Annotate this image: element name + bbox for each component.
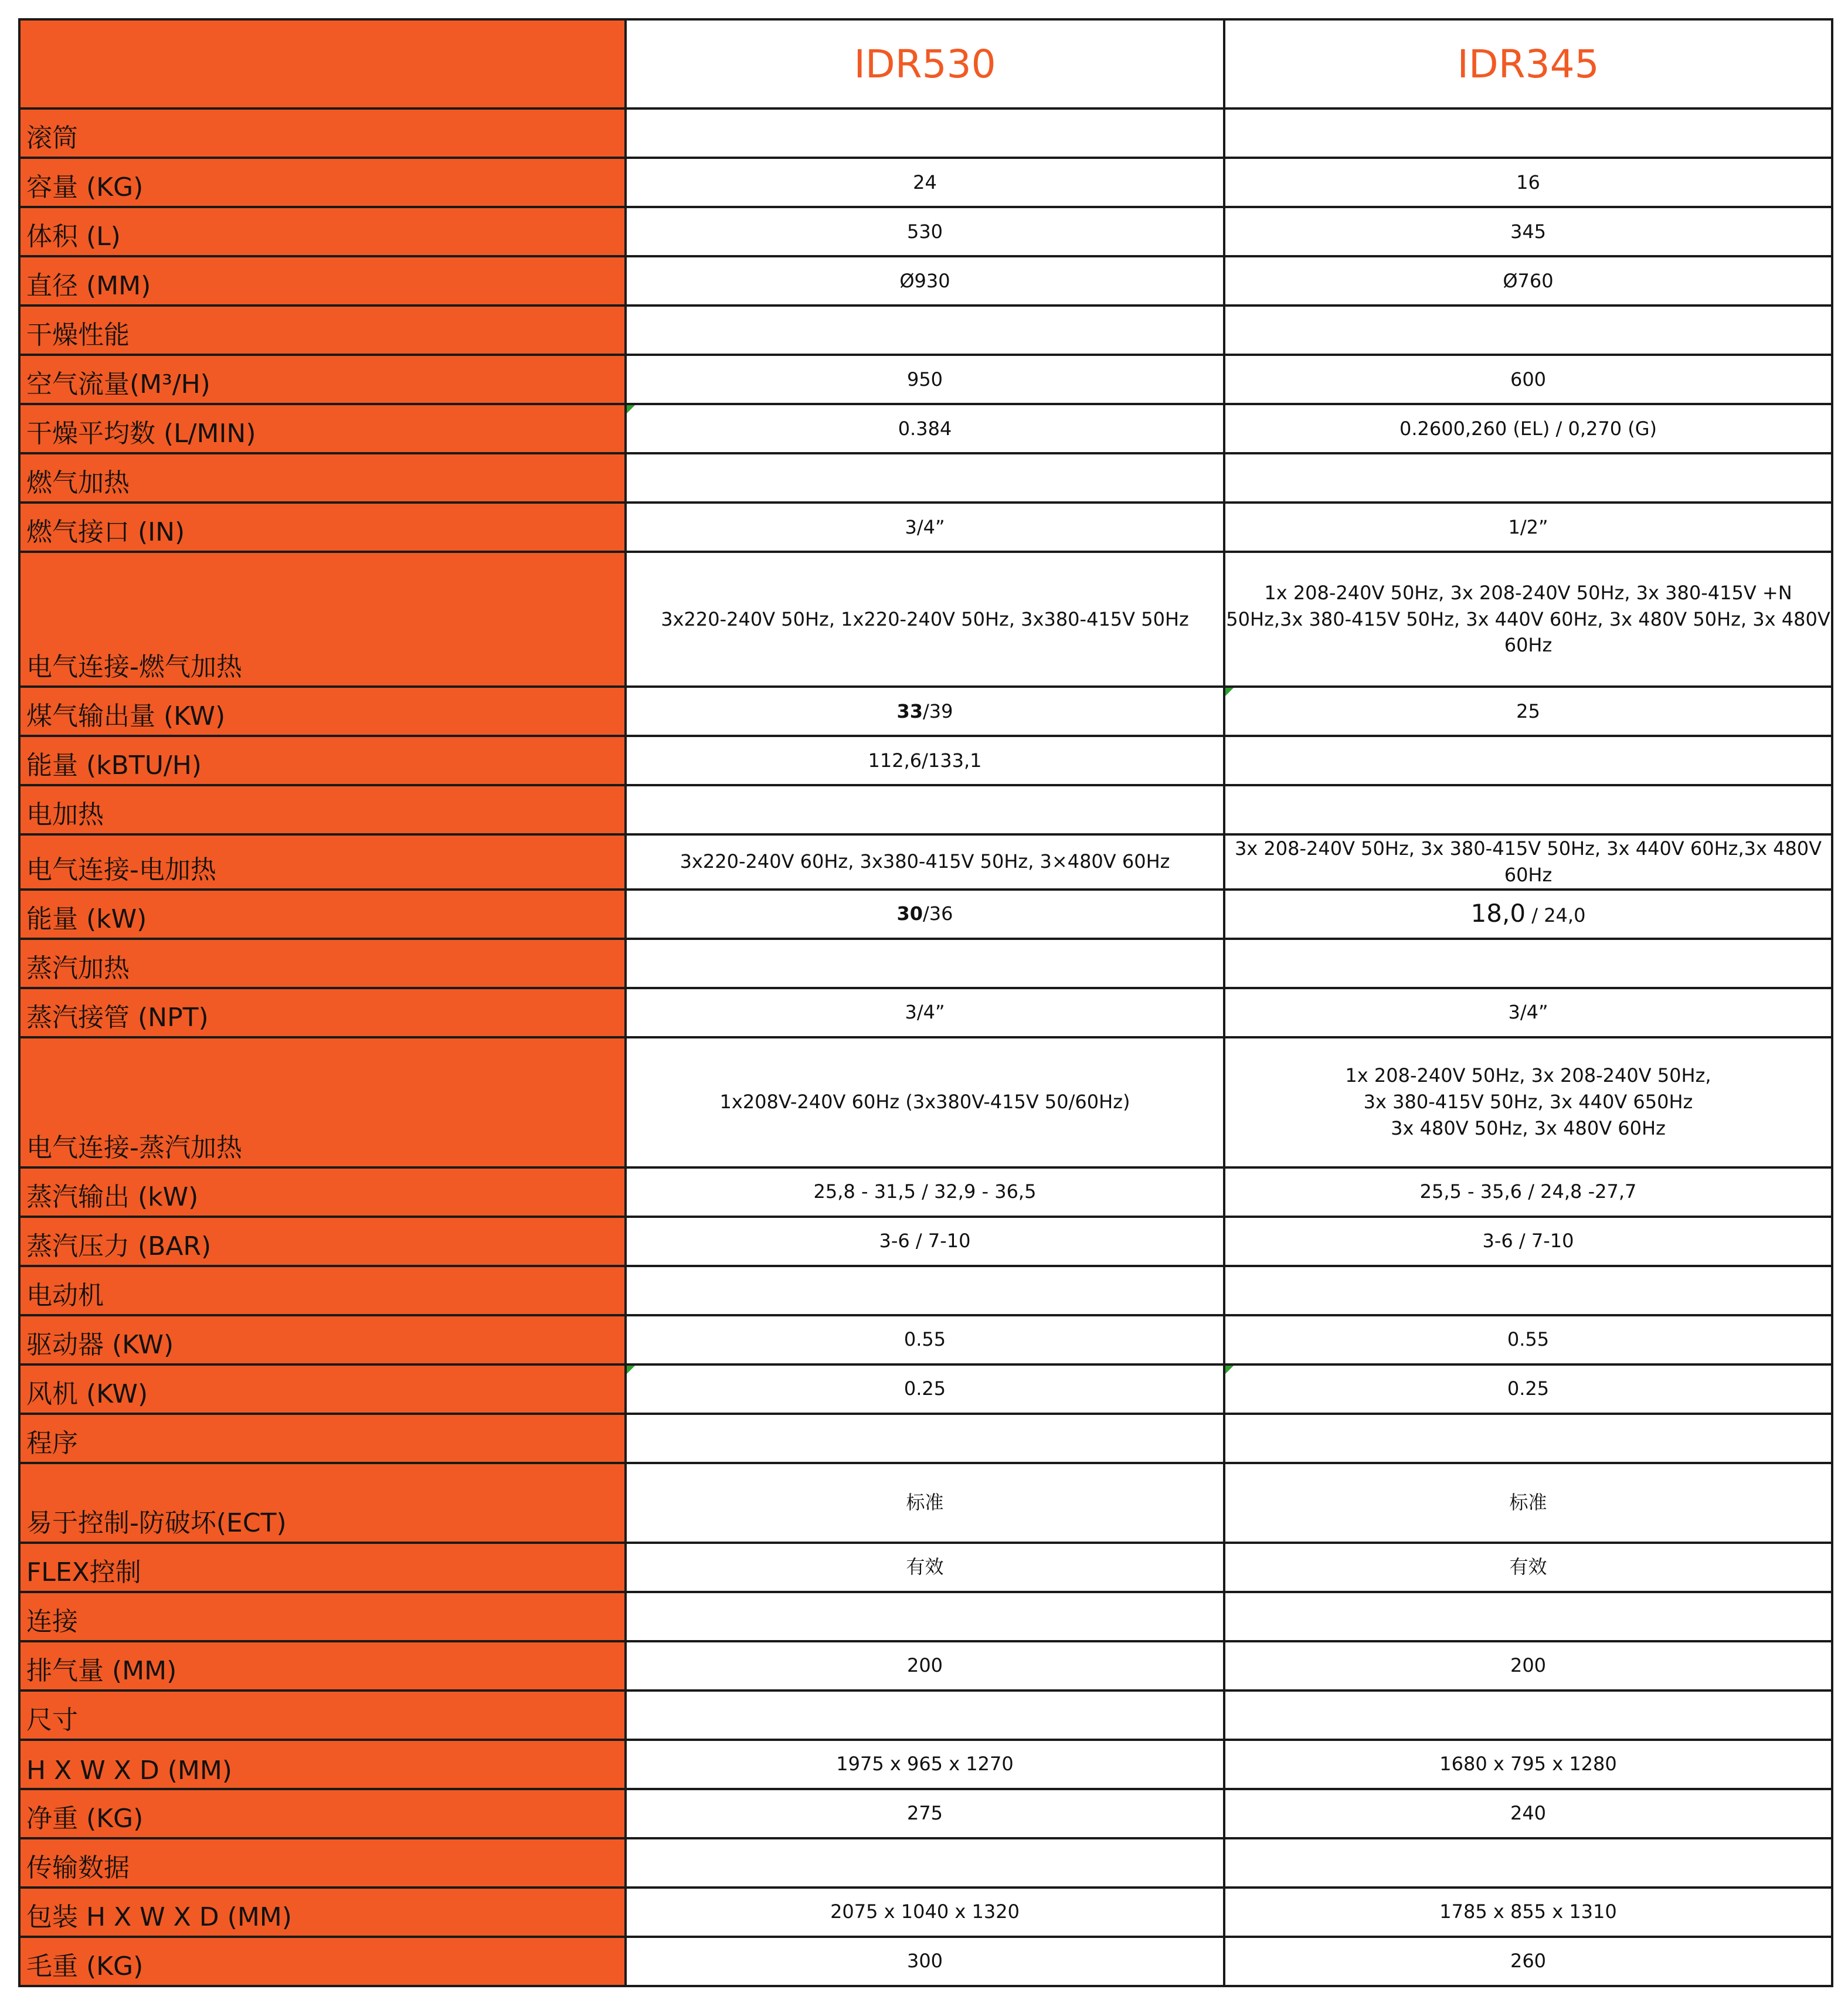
- value-idr530: Ø930: [626, 256, 1224, 305]
- value-idr530: [626, 890, 1224, 939]
- value-idr345: [1224, 1838, 1832, 1888]
- value-bold: 33: [896, 700, 923, 722]
- value-idr530: 1975 x 965 x 1270: [626, 1740, 1224, 1789]
- value-line: 3x 480V 50Hz, 3x 480V 60Hz: [1391, 1116, 1666, 1139]
- value-idr345: 0.2600,260 (EL) / 0,270 (G): [1224, 404, 1832, 453]
- value-idr530: 300: [626, 1937, 1224, 1986]
- table-row: [19, 890, 1832, 939]
- row-label: 包装 H X W X D (MM): [19, 1888, 626, 1937]
- model-header-idr530: IDR530: [626, 19, 1224, 108]
- header-row: [19, 19, 1832, 108]
- table-row: [19, 1838, 1832, 1888]
- value-idr530: [626, 939, 1224, 988]
- table-row: [19, 785, 1832, 834]
- value-idr530: [626, 687, 1224, 736]
- table-row: [19, 158, 1832, 207]
- value-idr530: [626, 1592, 1224, 1641]
- value-text: 0.384: [898, 417, 952, 440]
- table-row: [19, 687, 1832, 736]
- value-idr530: 3x220-240V 50Hz, 1x220-240V 50Hz, 3x380-415V 50Hz: [626, 552, 1224, 687]
- table-row: [19, 355, 1832, 404]
- value-idr345: 标准: [1224, 1463, 1832, 1543]
- row-label: 蒸汽输出 (kW): [19, 1167, 626, 1217]
- row-label: 尺寸: [19, 1691, 626, 1740]
- comment-marker-icon: [1225, 688, 1234, 696]
- table-row: [19, 1543, 1832, 1592]
- comment-marker-icon: [1225, 1366, 1234, 1374]
- value-text: 0.25: [1507, 1377, 1550, 1400]
- row-label: 驱动器 (KW): [19, 1315, 626, 1364]
- value-idr345: [1224, 1592, 1832, 1641]
- value-idr345: [1224, 1037, 1832, 1167]
- value-idr530: 0.55: [626, 1315, 1224, 1364]
- row-label: 体积 (L): [19, 207, 626, 256]
- table-row: [19, 1364, 1832, 1414]
- table-row: [19, 453, 1832, 503]
- value-idr345: 1785 x 855 x 1310: [1224, 1888, 1832, 1937]
- comment-marker-icon: [627, 1366, 635, 1374]
- table-row: [19, 1691, 1832, 1740]
- row-label: 容量 (KG): [19, 158, 626, 207]
- value-line: 3x 380-415V 50Hz, 3x 440V 650Hz: [1363, 1091, 1693, 1114]
- table-row: [19, 988, 1832, 1037]
- value-idr530: 25,8 - 31,5 / 32,9 - 36,5: [626, 1167, 1224, 1217]
- row-label: FLEX控制: [19, 1543, 626, 1592]
- value-idr530: [626, 785, 1224, 834]
- value-idr345: 1680 x 795 x 1280: [1224, 1740, 1832, 1789]
- value-idr530: [626, 108, 1224, 158]
- table-row: [19, 1937, 1832, 1986]
- value-large: 18,0: [1470, 899, 1526, 928]
- value-text: /39: [923, 700, 953, 722]
- value-idr530: 24: [626, 158, 1224, 207]
- table-row: [19, 305, 1832, 355]
- value-idr345: 200: [1224, 1641, 1832, 1691]
- row-label: 程序: [19, 1414, 626, 1463]
- table-row: [19, 207, 1832, 256]
- value-idr345: 260: [1224, 1937, 1832, 1986]
- value-idr345: [1224, 939, 1832, 988]
- value-idr530: [626, 1691, 1224, 1740]
- row-label: 电气连接-电加热: [19, 834, 626, 890]
- value-idr345: 240: [1224, 1789, 1832, 1838]
- value-idr345: 3-6 / 7-10: [1224, 1217, 1832, 1266]
- model-header-idr345: IDR345: [1224, 19, 1832, 108]
- value-idr345: Ø760: [1224, 256, 1832, 305]
- value-idr530: [626, 1364, 1224, 1414]
- value-idr530: 1x208V-240V 60Hz (3x380V-415V 50/60Hz): [626, 1037, 1224, 1167]
- value-idr345: [1224, 1364, 1832, 1414]
- value-idr345: 3x 208-240V 50Hz, 3x 380-415V 50Hz, 3x 440V 60Hz,3x 480V 60Hz: [1224, 834, 1832, 890]
- table-row: [19, 1167, 1832, 1217]
- row-label: 干燥平均数 (L/MIN): [19, 404, 626, 453]
- table-row: [19, 1266, 1832, 1315]
- value-idr345: [1224, 736, 1832, 785]
- table-row: [19, 939, 1832, 988]
- table-row: [19, 552, 1832, 687]
- value-idr530: 275: [626, 1789, 1224, 1838]
- value-idr345: [1224, 890, 1832, 939]
- table-row: [19, 256, 1832, 305]
- value-idr530: [626, 1266, 1224, 1315]
- row-label: 风机 (KW): [19, 1364, 626, 1414]
- value-idr345: 1x 208-240V 50Hz, 3x 208-240V 50Hz, 3x 380-415V +N 50Hz,3x 380-415V 50Hz, 3x 440V 60Hz, 3x 480V 50Hz, 3x 480V 60Hz: [1224, 552, 1832, 687]
- value-idr530: 3x220-240V 60Hz, 3x380-415V 50Hz, 3×480V 60Hz: [626, 834, 1224, 890]
- value-idr530: 112,6/133,1: [626, 736, 1224, 785]
- value-idr345: 3/4”: [1224, 988, 1832, 1037]
- table-row: [19, 834, 1832, 890]
- value-line: 1x 208-240V 50Hz, 3x 208-240V 50Hz,: [1345, 1064, 1711, 1087]
- value-idr530: [626, 404, 1224, 453]
- value-idr530: 200: [626, 1641, 1224, 1691]
- value-text: 25: [1516, 700, 1540, 722]
- header-corner-cell: [19, 19, 626, 108]
- value-idr530: 950: [626, 355, 1224, 404]
- row-label: 电气连接-燃气加热: [19, 552, 626, 687]
- value-idr345: [1224, 1691, 1832, 1740]
- value-idr530: 有效: [626, 1543, 1224, 1592]
- row-label: 燃气加热: [19, 453, 626, 503]
- value-text: 0.25: [903, 1377, 946, 1400]
- table-row: [19, 1463, 1832, 1543]
- comment-marker-icon: [627, 405, 635, 413]
- value-idr530: [626, 1414, 1224, 1463]
- value-idr345: 有效: [1224, 1543, 1832, 1592]
- table-row: [19, 503, 1832, 552]
- row-label: 净重 (KG): [19, 1789, 626, 1838]
- row-label: 电动机: [19, 1266, 626, 1315]
- row-label: 易于控制-防破坏(ECT): [19, 1463, 626, 1543]
- value-idr530: 530: [626, 207, 1224, 256]
- row-label: 干燥性能: [19, 305, 626, 355]
- row-label: 能量 (kW): [19, 890, 626, 939]
- table-row: [19, 108, 1832, 158]
- table-row: [19, 404, 1832, 453]
- table-row: [19, 1888, 1832, 1937]
- table-row: [19, 1740, 1832, 1789]
- row-label: 连接: [19, 1592, 626, 1641]
- row-label: 蒸汽接管 (NPT): [19, 988, 626, 1037]
- table-row: [19, 736, 1832, 785]
- value-idr345: 1/2”: [1224, 503, 1832, 552]
- spec-table: [18, 18, 1833, 1987]
- value-idr345: 16: [1224, 158, 1832, 207]
- row-label: 毛重 (KG): [19, 1937, 626, 1986]
- row-label: 蒸汽加热: [19, 939, 626, 988]
- row-label: 电加热: [19, 785, 626, 834]
- table-row: [19, 1592, 1832, 1641]
- row-label: 传输数据: [19, 1838, 626, 1888]
- value-idr345: [1224, 1266, 1832, 1315]
- value-idr530: [626, 453, 1224, 503]
- value-idr345: 600: [1224, 355, 1832, 404]
- table-row: [19, 1217, 1832, 1266]
- value-idr345: 25,5 - 35,6 / 24,8 -27,7: [1224, 1167, 1832, 1217]
- table-row: [19, 1315, 1832, 1364]
- value-idr345: [1224, 1414, 1832, 1463]
- row-label: 排气量 (MM): [19, 1641, 626, 1691]
- table-row: [19, 1037, 1832, 1167]
- value-text: /36: [923, 902, 953, 925]
- value-text: / 24,0: [1526, 904, 1586, 927]
- value-idr345: 0.55: [1224, 1315, 1832, 1364]
- value-idr530: 3/4”: [626, 503, 1224, 552]
- table-row: [19, 1414, 1832, 1463]
- row-label: 空气流量(M³/H): [19, 355, 626, 404]
- value-idr530: [626, 305, 1224, 355]
- value-idr345: [1224, 108, 1832, 158]
- value-idr530: 标准: [626, 1463, 1224, 1543]
- row-label: H X W X D (MM): [19, 1740, 626, 1789]
- row-label: 燃气接口 (IN): [19, 503, 626, 552]
- table-row: [19, 1641, 1832, 1691]
- row-label: 电气连接-蒸汽加热: [19, 1037, 626, 1167]
- row-label: 蒸汽压力 (BAR): [19, 1217, 626, 1266]
- value-idr530: 2075 x 1040 x 1320: [626, 1888, 1224, 1937]
- value-idr345: [1224, 305, 1832, 355]
- row-label: 滚筒: [19, 108, 626, 158]
- value-idr530: 3-6 / 7-10: [626, 1217, 1224, 1266]
- value-idr345: [1224, 687, 1832, 736]
- value-idr345: [1224, 453, 1832, 503]
- value-idr530: 3/4”: [626, 988, 1224, 1037]
- value-bold: 30: [896, 902, 923, 925]
- row-label: 能量 (kBTU/H): [19, 736, 626, 785]
- value-idr530: [626, 1838, 1224, 1888]
- row-label: 煤气输出量 (KW): [19, 687, 626, 736]
- value-idr345: [1224, 785, 1832, 834]
- table-row: [19, 1789, 1832, 1838]
- row-label: 直径 (MM): [19, 256, 626, 305]
- value-idr345: 345: [1224, 207, 1832, 256]
